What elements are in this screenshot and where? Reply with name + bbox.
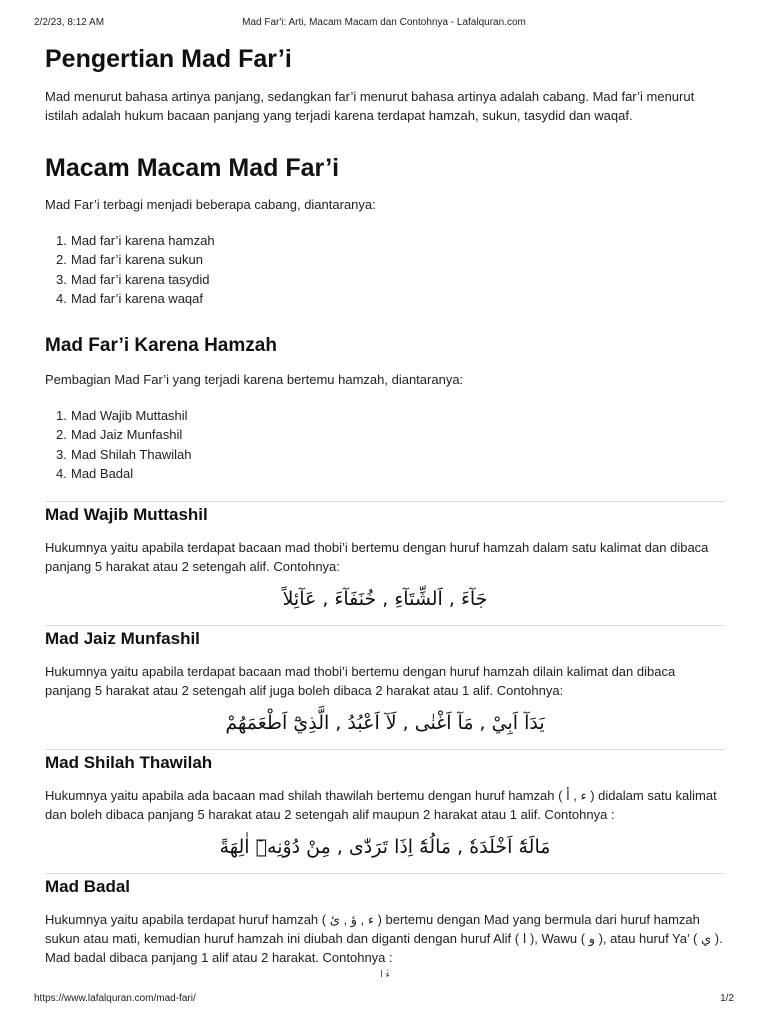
print-page-title: Mad Far'i: Arti, Macam Macam dan Contohnya - Lafalquran.com bbox=[242, 17, 526, 28]
badal-arabic-example-cutoff: ءٰ ا bbox=[380, 970, 390, 981]
macam-list bbox=[45, 231, 725, 308]
heading-macam: Macam Macam Mad Far’i bbox=[45, 154, 340, 182]
pengertian-body: Mad menurut bahasa artinya panjang, sedangkan far’i menurut bahasa artinya adalah cabang. Mad far’i menurut istilah adalah hukum bacaan panjang yang terjadi karena terdapat hamzah, sukun, tasydid dan waqaf. bbox=[45, 89, 695, 123]
hamzah-intro: Pembagian Mad Far’i yang terjadi karena bertemu hamzah, diantaranya: bbox=[45, 372, 464, 388]
hamzah-list bbox=[45, 406, 725, 483]
print-footer bbox=[34, 993, 734, 1007]
heading-shilah: Mad Shilah Thawilah bbox=[45, 753, 213, 773]
heading-pengertian: Pengertian Mad Far’i bbox=[45, 45, 292, 73]
print-header bbox=[34, 17, 734, 31]
heading-jaiz: Mad Jaiz Munfashil bbox=[45, 629, 200, 649]
list-item: 4. Mad Badal bbox=[56, 466, 134, 482]
heading-hamzah: Mad Far’i Karena Hamzah bbox=[45, 335, 277, 357]
list-item: 4. Mad far’i karena waqaf bbox=[56, 290, 203, 306]
list-item: 1. Mad far’i karena hamzah bbox=[56, 233, 215, 248]
shilah-body: Hukumnya yaitu apabila ada bacaan mad shilah thawilah bertemu dengan huruf hamzah ( ء , أ ) didalam satu kalimat dan boleh dibaca panjang 5 harakat atau 2 setengah alif maupun 2 harakat atau 1 alif. Contohnya : bbox=[45, 788, 717, 823]
badal-body: Hukumnya yaitu apabila terdapat huruf hamzah ( ء , ؤ , ئ ) bertemu dengan Mad yang bermula dari huruf hamzah sukun atau mati, kemudian huruf hamzah ini diubah dan diganti dengan huruf Alif ( ا ), Wawu ( و ), atau huruf Ya’ ( ي ). Mad badal dibaca panjang 1 alif atau 2 harakat. Contohnya : bbox=[45, 912, 723, 966]
wajib-arabic-example: جَآءَ , اَلشِّتَآءِ , خُنَفَآءَ , عَآئِلاً bbox=[282, 588, 488, 611]
print-url: https://www.lafalquran.com/mad-fari/ bbox=[34, 993, 196, 1004]
page-number: 1/2 bbox=[720, 993, 734, 1004]
wajib-body: Hukumnya yaitu apabila terdapat bacaan mad thobi’i bertemu dengan huruf hamzah dalam satu kalimat dan dibaca panjang 5 harakat atau 2 setengah alif. Contohnya: bbox=[45, 540, 709, 575]
list-item: 1. Mad Wajib Muttashil bbox=[56, 408, 188, 424]
list-item: 3. Mad Shilah Thawilah bbox=[56, 446, 192, 462]
section-divider bbox=[45, 749, 725, 750]
section-divider bbox=[45, 501, 725, 502]
jaiz-arabic-example: يَدَآ اَبِيْ , مَآ اَغْنٰى , لَآ اَعْبُدُ , الَّذِيْٓ اَطْعَمَهُمْ bbox=[225, 712, 545, 735]
heading-badal: Mad Badal bbox=[45, 877, 131, 897]
list-item: 2. Mad far’i karena sukun bbox=[56, 252, 203, 268]
jaiz-body: Hukumnya yaitu apabila terdapat bacaan mad thobi’i bertemu dengan huruf hamzah dilain kalimat dan dibaca panjang 5 harakat atau 2 setengah alif juga boleh dibaca 2 harakat atau 1 alif. Contohnya: bbox=[45, 664, 676, 699]
print-date: 2/2/23, 8:12 AM bbox=[34, 17, 105, 28]
section-divider bbox=[45, 625, 725, 626]
article-content bbox=[45, 44, 725, 980]
section-divider bbox=[45, 873, 725, 874]
macam-intro: Mad Far’i terbagi menjadi beberapa cabang, diantaranya: bbox=[45, 197, 376, 212]
heading-wajib: Mad Wajib Muttashil bbox=[45, 505, 208, 525]
list-item: 3. Mad far’i karena tasydid bbox=[56, 271, 210, 287]
list-item: 2. Mad Jaiz Munfashil bbox=[56, 427, 183, 443]
shilah-arabic-example: مَالَهٗٓ اَخْلَدَهٗ , مَالُهٗٓ اِذَا تَرَدّٰى , مِنْ دُوْنِهٖٓ اٰلِهَةً bbox=[219, 836, 551, 859]
